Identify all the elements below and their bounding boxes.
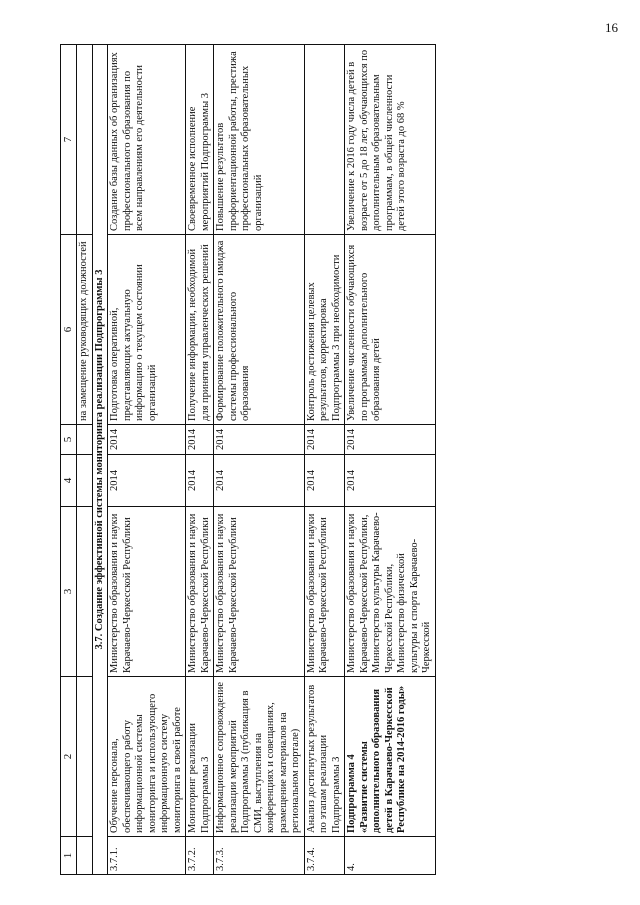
measures-table [60,44,436,875]
row-number: 4. [345,837,436,875]
start-year: 2014 [345,455,436,507]
row-number: 3.7.3. [214,837,305,875]
row-number: 3.7.2. [186,837,214,875]
end-year: 2014 [108,425,186,455]
col-header-4: 4 [61,455,77,507]
table-row [214,45,305,875]
subprogram-name [345,677,436,837]
expected-result: Подготовка оперативной, представляющих актуальную информацию о текущем состоянии организаций [108,235,186,425]
measure-name: Информационное сопровождение реализации мероприятий Подпрограммы 3 (публикация в СМИ, выступления на конференциях и совещаниях, размещение материалов на региональном портале) [214,677,305,837]
col-header-6: 6 [61,235,77,425]
row-number: 3.7.4. [304,837,345,875]
expected-result: Контроль достижения целевых результатов, корректировка Подпрограммы 3 при необходимости [304,235,345,425]
header-row [61,45,77,875]
expected-result: Получение информации, необходимой для принятия управленческих решений [186,235,214,425]
subprogram-row [345,45,436,875]
page-number: 16 [605,20,618,35]
carry-over-row [77,45,93,875]
rotated-table-container [60,45,600,875]
executor: Министерство образования и науки Карачаево-Черкесской Республики, Министерство культуры Карачаево-Черкесской Республики, Министерство физической культуры и спорта Карачаево-Черкесской [345,507,436,677]
end-year: 2014 [214,425,305,455]
executor: Министерство образования и науки Карачаево-Черкесской Республики [108,507,186,677]
col-header-1: 1 [61,837,77,875]
subprogram-title: Подпрограмма 4 [346,754,357,833]
start-year: 2014 [214,455,305,507]
subprogram-text: «Развитие системы дополнительного образования детей в Карачаево-Черкесской Республике на 2014-2016 годы» [358,685,407,833]
table-row [186,45,214,875]
col-header-5: 5 [61,425,77,455]
indicator-link: Увеличение к 2016 году числа детей в возрасте от 5 до 18 лет, обучающихся по дополнительным образовательным программам, в общей численности детей этого возраста до 68 % [345,45,436,235]
indicator-link: Повышение результатов профориентационной работы, престижа профессиональных образовательных организаций [214,45,305,235]
expected-result: Увеличение численности обучающихся по программам дополнительного образования детей [345,235,436,425]
table-row [304,45,345,875]
col-header-2: 2 [61,677,77,837]
start-year: 2014 [304,455,345,507]
executor: Министерство образования и науки Карачаево-Черкесской Республики [186,507,214,677]
measure-name: Анализ достигнутых результатов по этапам реализации Подпрограммы 3 [304,677,345,837]
start-year: 2014 [186,455,214,507]
indicator-link: Своевременное исполнение мероприятий Подпрограммы 3 [186,45,214,235]
executor: Министерство образования и науки Карачаево-Черкесской Республики [214,507,305,677]
row-number: 3.7.1. [108,837,186,875]
measure-name: Обучение персонала, обеспечивающего работу информационной системы мониторинга и использующего информационную систему мониторинга в своей работе [108,677,186,837]
section-header-row [92,45,108,875]
carry-over-text: на замещение руководящих должностей [77,235,93,425]
end-year: 2014 [345,425,436,455]
col-header-3: 3 [61,507,77,677]
section-title: 3.7. Создание эффективной системы мониторинга реализации Подпрограммы 3 [92,45,108,875]
indicator-link: Создание базы данных об организациях профессионального образования по всем направлениям его деятельности [108,45,186,235]
end-year: 2014 [186,425,214,455]
expected-result: Формирование положительного имиджа системы профессионального образования [214,235,305,425]
col-header-7: 7 [61,45,77,235]
indicator-link [304,45,345,235]
measure-name: Мониторинг реализации Подпрограммы 3 [186,677,214,837]
executor: Министерство образования и науки Карачаево-Черкесской Республики [304,507,345,677]
table-row [108,45,186,875]
start-year: 2014 [108,455,186,507]
end-year: 2014 [304,425,345,455]
